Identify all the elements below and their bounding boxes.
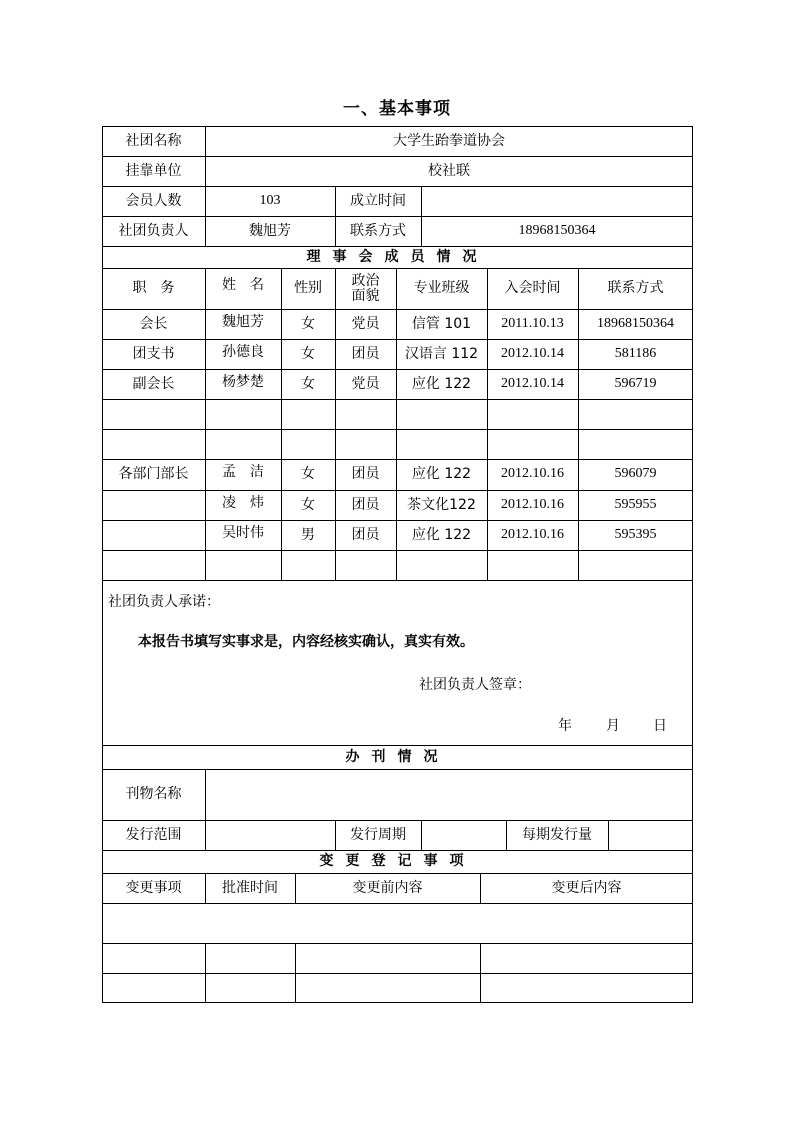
cell-gender: 男 xyxy=(301,526,315,543)
cell-position xyxy=(102,429,205,459)
cell-contact: 596079 xyxy=(614,466,657,482)
cell-major-class xyxy=(396,550,487,580)
cell-major-class: 应化 122 xyxy=(411,466,472,483)
founded-value xyxy=(421,186,693,216)
cell-position xyxy=(102,520,205,550)
cell-major-class xyxy=(396,399,487,429)
publication-name-value xyxy=(205,769,693,820)
cell-major-class: 信管 101 xyxy=(411,315,472,332)
club-name-value: 大学生跆拳道协会 xyxy=(393,132,505,149)
cell-gender: 女 xyxy=(301,315,315,332)
cell-name xyxy=(205,548,281,578)
signature-label: 社团负责人签章： xyxy=(419,676,531,693)
cell-gender xyxy=(281,429,335,459)
affiliation-label: 挂靠单位 xyxy=(125,162,182,179)
cell-political-status: 团员 xyxy=(351,345,380,362)
cell-name xyxy=(205,427,281,457)
cell-contact: 581186 xyxy=(614,345,657,361)
cell-name: 孙德良 xyxy=(222,343,264,360)
cell-position xyxy=(102,550,205,580)
cell-political-status xyxy=(335,399,396,429)
col-approval-date: 批准时间 xyxy=(222,879,278,896)
col-before-content: 变更前内容 xyxy=(352,879,423,896)
affiliation-value: 校社联 xyxy=(428,162,470,179)
leader-label: 社团负责人 xyxy=(118,222,189,239)
cell-contact: 18968150364 xyxy=(597,315,674,331)
cell-major-class: 汉语言 112 xyxy=(404,345,479,362)
cell-join-date xyxy=(487,429,578,459)
cell-join-date: 2012.10.14 xyxy=(501,375,564,391)
cell-political-status: 团员 xyxy=(351,496,380,513)
cell-gender: 女 xyxy=(301,345,315,362)
publication-section-header: 办刊情况 xyxy=(345,748,450,765)
cell-position: 副会长 xyxy=(132,375,175,392)
cell-contact: 595955 xyxy=(614,496,657,512)
cell-position: 会长 xyxy=(139,315,168,332)
cell-gender: 女 xyxy=(301,466,315,483)
pledge-label: 社团负责人承诺： xyxy=(108,593,220,610)
cell-political-status xyxy=(335,550,396,580)
cell-position xyxy=(102,399,205,429)
cell-political-status: 党员 xyxy=(351,315,380,332)
cell-contact xyxy=(578,399,693,429)
board-section-header: 理事会成员情况 xyxy=(306,248,489,265)
col-change-item: 变更事项 xyxy=(125,879,182,896)
members-label: 会员人数 xyxy=(125,192,182,209)
col-join-date: 入会时间 xyxy=(504,280,561,297)
cell-position: 团支书 xyxy=(132,345,175,362)
cell-political-status xyxy=(335,429,396,459)
cell-political-status: 党员 xyxy=(351,375,380,392)
cell-major-class xyxy=(396,429,487,459)
page-title: 一、基本事项 xyxy=(343,99,451,119)
cell-name: 孟 洁 xyxy=(222,464,264,481)
cell-gender xyxy=(281,550,335,580)
date-month-label: 月 xyxy=(606,717,620,734)
col-position: 职 务 xyxy=(132,280,175,297)
col-political-status: 政治面貌 xyxy=(351,272,380,304)
date-day-label: 日 xyxy=(653,717,667,734)
cell-name: 凌 炜 xyxy=(222,494,264,511)
cell-join-date xyxy=(487,399,578,429)
cell-political-status: 团员 xyxy=(351,466,380,483)
cell-gender: 女 xyxy=(301,375,315,392)
publication-name-label: 刊物名称 xyxy=(125,786,182,803)
cell-join-date: 2012.10.16 xyxy=(501,496,564,512)
col-after-content: 变更后内容 xyxy=(551,879,622,896)
cell-major-class: 应化 122 xyxy=(411,375,472,392)
cell-join-date: 2011.10.13 xyxy=(501,315,564,331)
cell-contact xyxy=(578,429,693,459)
changes-section-header: 变更登记事项 xyxy=(319,853,476,870)
pledge-statement: 本报告书填写实事求是，内容经核实确认，真实有效。 xyxy=(138,633,474,650)
cell-major-class: 茶文化122 xyxy=(407,496,476,513)
cell-political-status: 团员 xyxy=(351,526,380,543)
publication-volume-label: 每期发行量 xyxy=(522,826,592,843)
col-name: 姓 名 xyxy=(222,276,264,293)
publication-cycle-label: 发行周期 xyxy=(350,826,406,843)
cell-position xyxy=(102,490,205,520)
cell-name: 杨梦楚 xyxy=(222,373,264,390)
col-contact: 联系方式 xyxy=(607,280,664,297)
cell-name xyxy=(205,397,281,427)
cell-join-date: 2012.10.14 xyxy=(501,345,564,361)
cell-join-date xyxy=(487,550,578,580)
cell-contact xyxy=(578,550,693,580)
leader-value: 魏旭芳 xyxy=(249,222,291,239)
cell-gender: 女 xyxy=(301,496,315,513)
cell-gender xyxy=(281,399,335,429)
members-value: 103 xyxy=(259,192,281,208)
cell-major-class: 应化 122 xyxy=(411,526,472,543)
col-major-class: 专业班级 xyxy=(413,280,470,297)
cell-name: 吴时伟 xyxy=(222,524,264,541)
cell-join-date: 2012.10.16 xyxy=(501,526,564,542)
cell-contact: 595395 xyxy=(614,526,657,542)
cell-contact: 596719 xyxy=(614,375,657,391)
cell-join-date: 2012.10.16 xyxy=(501,466,564,482)
cell-name: 魏旭芳 xyxy=(222,313,264,330)
contact-label: 联系方式 xyxy=(350,222,406,239)
date-year-label: 年 xyxy=(558,717,572,734)
founded-label: 成立时间 xyxy=(350,192,406,209)
publication-scope-label: 发行范围 xyxy=(125,826,182,843)
contact-value: 18968150364 xyxy=(518,222,596,238)
club-name-label: 社团名称 xyxy=(125,132,182,149)
col-gender: 性别 xyxy=(294,280,322,297)
cell-position: 各部门部长 xyxy=(118,466,189,483)
